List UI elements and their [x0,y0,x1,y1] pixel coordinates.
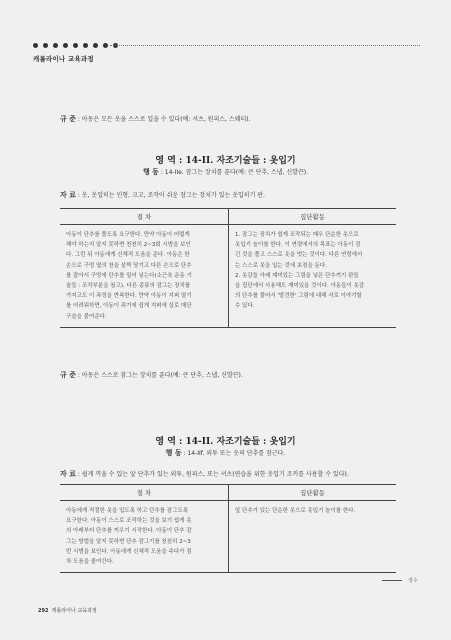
header-dot [83,43,88,48]
procedure-line: 를 잡아서 구멍에 단추를 밀어 넣는다(소근육 운동 기 [66,272,192,279]
criterion-2-label: 규 준 [60,371,76,379]
section-2-procedure-cell [60,501,229,573]
page-footer [38,607,97,614]
section-1-col-procedure: 절 차 [60,209,229,225]
header-dot [103,43,108,48]
procedure-line: 차 도움을 줄여간다. [66,559,114,566]
section-2-activity-label: 행 동 [165,449,182,457]
section-2-materials [60,469,349,479]
group-line: 1. 잠그는 장치가 쉽게 조작되는 매우 단순한 옷으로 [235,232,359,238]
section-1-materials-text: : 옷, 옷입히는 인형, 크고, 조작이 쉬운 잠그는 장치가 있는 옷입히기 판. [75,192,265,199]
criterion-1 [60,114,251,124]
section-1-table [60,208,396,328]
section-2-group-cell [229,501,397,573]
header-dot [63,43,68,48]
section-2-activity-text: : 14-IIf. 외투 또는 옷의 단추를 잠근다. [181,450,286,457]
procedure-line: 구슬을 붙여준다. [66,313,107,320]
procedure-line: 그는 방법을 알지 못하면 단추 잠그기를 천천히 2~3 [66,538,191,545]
header-rule [110,45,420,46]
section-2-title: 영 역 : 14-II. 자조기술들 : 옷입기 [155,437,296,447]
header-dot [33,43,38,48]
section-1-title: 영 역 : 14-II. 자조기술들 : 옷입기 [155,156,296,166]
header-title: 캐롤라이나 교육과정 [33,55,94,63]
procedure-line: 를 어려워하면, 아동이 쥐기에 쉽게 지퍼에 실로 매단 [66,303,192,310]
procedure-line: 해야 하는지 알지 못하면 천천히 2~3회 시범을 보인 [66,242,191,249]
procedure-line: 번 시범을 보인다. 아동에게 신체적 도움을 주다가 점 [66,548,192,555]
group-line: 을 집단에서 사용해도 재미있을 것이다. 아동들이 옷감 [235,283,365,290]
section-1-activity-label: 행 동 [142,168,159,176]
criterion-2 [60,370,243,380]
section-1-materials-label: 자 료 [60,191,76,199]
header-dot [73,43,78,48]
section-2-materials-text: : 쉽게 끼울 수 있는 앞 단추가 있는 외투, 원피스, 또는 셔츠(연습을 위한 옷입기 조끼를 사용할 수 있다). [75,471,349,478]
section-1-col-group: 집단활동 [229,209,397,225]
procedure-line: 가지고도 이 과정을 반복한다. 만약 아동이 지퍼 열기 [66,293,192,300]
criterion-1-label: 규 준 [60,115,76,123]
group-line: 의 단추를 풀어서 '발견한' 그림에 대해 서로 이야기할 [235,293,362,300]
header-dot [53,43,58,48]
header-dot [93,43,98,48]
group-line: 옷입기 놀이를 한다. 이 연령에서의 목표는 아동이 잠 [235,242,361,249]
section-2-activity [0,448,451,458]
criterion-2-text: : 아동은 스스로 잠그는 장치를 푼다(예: 큰 단추, 스냅, 신발끈). [75,372,243,379]
procedure-line: 아동이 단추를 풀도록 요구한다. 만약 아동이 어렵게 [66,232,190,238]
group-line: 긴 것을 풀고 스스로 옷을 벗는 것이다. 다른 연령에서 [235,252,363,259]
group-line: 는 스스로 옷을 입는 것에 초점을 둔다. [235,262,327,269]
section-2-table [60,484,396,573]
procedure-line: 다. 그런 뒤 아동에게 신체적 도움을 준다. 아동은 한 [66,252,190,259]
group-line: 수 있다. [235,303,255,310]
procedure-line: 술들 : 조작부분을 참고). 다른 종류의 잠그는 장치를 [66,283,191,290]
procedure-line: 요구한다. 아동이 스스로 조작하는 것을 보기 쉽게 옷 [66,518,192,525]
section-2-col-group: 집단활동 [229,485,397,501]
section-1-group-cell [229,225,397,328]
section-2-materials-label: 자 료 [60,470,76,478]
section-2-col-procedure: 절 차 [60,485,229,501]
group-line: 앞 단추가 있는 단순한 옷으로 옷입기 놀이를 한다. [235,508,356,514]
header-dots [33,43,118,48]
criterion-1-text: : 아동은 모든 옷을 스스로 입을 수 있다(예: 셔츠, 원피스, 스웨터). [75,116,251,123]
group-line: 2. 옷감들 아래 재미있는 그림을 넣은 단추끼기 판들 [235,272,359,279]
section-1-materials [60,190,265,200]
procedure-line: 손으로 구멍 옆의 천을 살짝 당기고 다른 손으로 단추 [66,262,192,269]
section-1-procedure-cell [60,225,229,328]
section-1-activity [0,167,451,177]
page-number: 292 [38,608,49,614]
procedure-line: 의 아래부터 단추를 끼우기 시작한다. 아동이 단추 잠 [66,528,192,535]
section-1-activity-text: : 14-IIe. 잠그는 장치를 푼다(예: 큰 단추, 스냅, 신발끈). [158,169,309,176]
procedure-line: 아동에게 적절한 옷을 입도록 하고 단추를 잠그도록 [66,508,189,514]
footer-note: 정수 [408,578,418,584]
footer-title: 캐롤라이나 교육과정 [51,608,97,614]
footer-continuation-rule [382,580,402,581]
header-dot [43,43,48,48]
